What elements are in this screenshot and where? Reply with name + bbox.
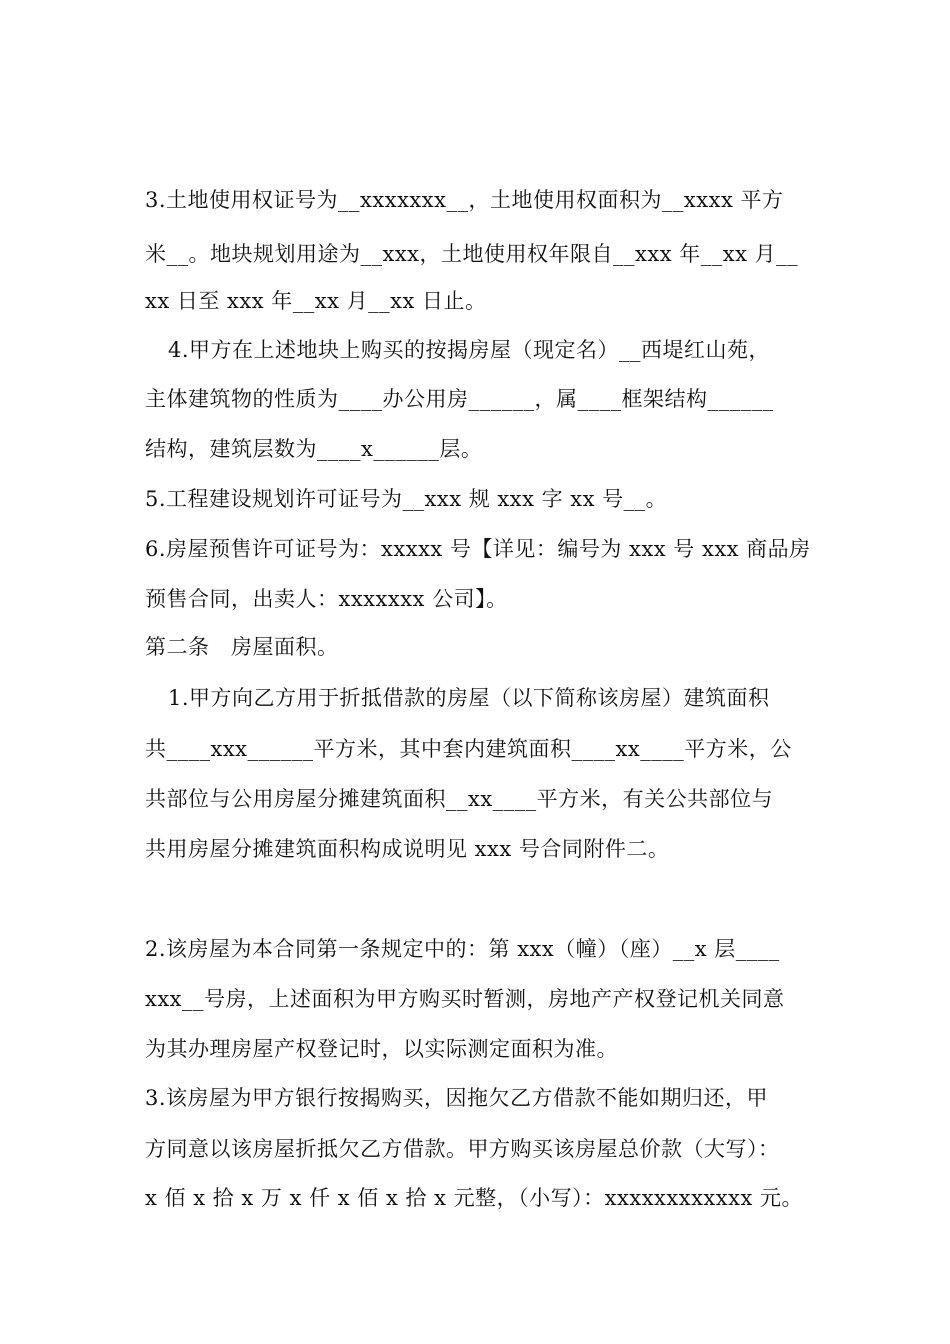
paragraph-line: 2.该房屋为本合同第一条规定中的：第 xxx（幢）（座）__x 层____	[145, 937, 780, 961]
paragraph-line: 5.工程建设规划许可证号为__xxx 规 xxx 字 xx 号__。	[145, 487, 668, 511]
paragraph-line: 4.甲方在上述地块上购买的按揭房屋（现定名）__西堤红山苑，	[168, 338, 771, 362]
paragraph-line: x 佰 x 拾 x 万 x 仟 x 佰 x 拾 x 元整，（小写）：xxxxxxxxxxxx 元。	[145, 1186, 803, 1210]
paragraph-line: 1.甲方向乙方用于折抵借款的房屋（以下简称该房屋）建筑面积	[168, 686, 770, 710]
paragraph-line: 共____xxx______平方米，其中套内建筑面积____xx____平方米，公	[145, 737, 792, 761]
paragraph-line: 米__。地块规划用途为__xxx，土地使用权年限自__xxx 年__xx 月__	[145, 242, 799, 266]
paragraph-line: xxx__号房，上述面积为甲方购买时暂测，房地产产权登记机关同意	[145, 987, 785, 1011]
paragraph-line: 主体建筑物的性质为____办公用房______，属____框架结构______	[145, 387, 774, 411]
paragraph-line: 预售合同，出卖人：xxxxxxx 公司】。	[145, 587, 508, 611]
paragraph-line: 共部位与公用房屋分摊建筑面积__xx____平方米，有关公共部位与	[145, 787, 774, 811]
paragraph-line: 共用房屋分摊建筑面积构成说明见 xxx 号合同附件二。	[145, 837, 670, 861]
paragraph-line: 方同意以该房屋折抵欠乙方借款。甲方购买该房屋总价款（大写）：	[145, 1137, 780, 1161]
paragraph-line: 结构，建筑层数为____x______层。	[145, 437, 483, 461]
paragraph-line: 3.土地使用权证号为__xxxxxxx__，土地使用权面积为__xxxx 平方	[145, 188, 784, 212]
paragraph-line: xx 日至 xxx 年__xx 月__xx 日止。	[145, 289, 487, 313]
paragraph-line: 为其办理房屋产权登记时，以实际测定面积为准。	[145, 1037, 618, 1061]
section-heading: 第二条 房屋面积。	[145, 635, 339, 659]
paragraph-line: 6.房屋预售许可证号为：xxxxx 号【详见：编号为 xxx 号 xxx 商品房	[145, 537, 811, 561]
paragraph-line: 3.该房屋为甲方银行按揭购买，因拖欠乙方借款不能如期归还，甲	[145, 1086, 769, 1110]
